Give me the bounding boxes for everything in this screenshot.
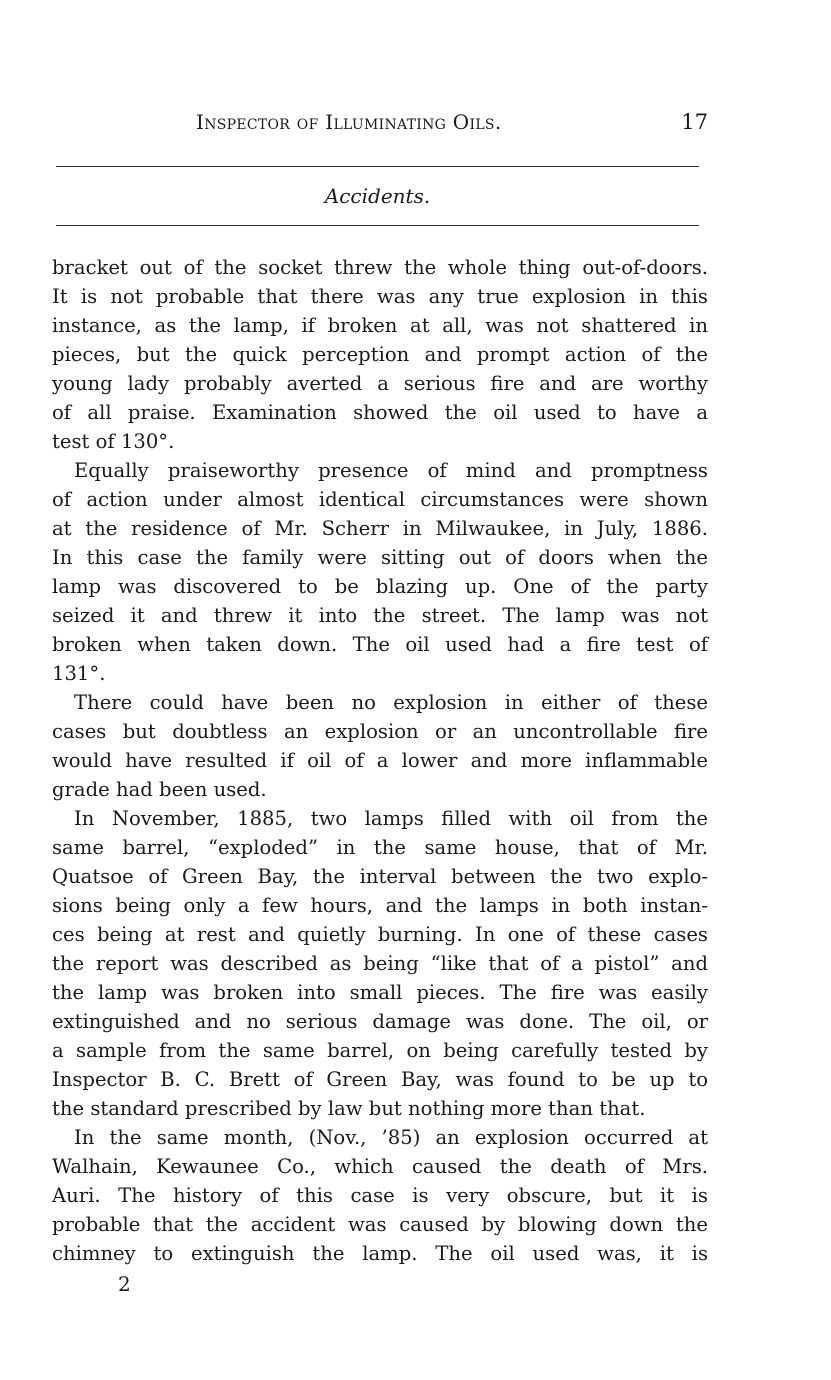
signature-mark: 2: [118, 1272, 131, 1296]
text-line: Walhain, Kewaunee Co., which caused the death of Mrs.: [52, 1155, 708, 1178]
text-line: at the residence of Mr. Scherr in Milwaukee, in July, 1886.: [52, 517, 708, 540]
page-number: 17: [681, 110, 708, 134]
text-line: 131°.: [52, 662, 106, 685]
text-line: There could have been no explosion in either of these: [74, 691, 708, 714]
text-line: would have resulted if oil of a lower and more inflammable: [52, 749, 708, 772]
text-line: pieces, but the quick perception and prompt action of the: [52, 343, 708, 366]
text-line: young lady probably averted a serious fire and are worthy: [52, 372, 708, 395]
text-line: chimney to extinguish the lamp. The oil used was, it is: [52, 1242, 708, 1265]
paragraph: [52, 253, 708, 456]
header-rule-top: [56, 166, 699, 167]
header-rule-bottom: [56, 225, 699, 226]
paragraph: [52, 1123, 708, 1268]
text-line: ces being at rest and quietly burning. In one of these cases: [52, 923, 708, 946]
paragraph: [52, 456, 708, 688]
text-line: sions being only a few hours, and the lamps in both instan-: [52, 894, 708, 917]
section-heading: Accidents.: [324, 184, 431, 208]
body-text: [52, 253, 708, 1268]
text-line: In this case the family were sitting out of doors when the: [52, 546, 708, 569]
text-line: Auri. The history of this case is very obscure, but it is: [52, 1184, 708, 1207]
paragraph: [52, 804, 708, 1123]
text-line: the lamp was broken into small pieces. The fire was easily: [52, 981, 708, 1004]
text-line: grade had been used.: [52, 778, 267, 801]
text-line: extinguished and no serious damage was done. The oil, or: [52, 1010, 708, 1033]
text-line: It is not probable that there was any true explosion in this: [52, 285, 708, 308]
text-line: the standard prescribed by law but nothing more than that.: [52, 1097, 646, 1120]
text-line: Quatsoe of Green Bay, the interval between the two explo-: [52, 865, 708, 888]
text-line: the report was described as being “like that of a pistol” and: [52, 952, 708, 975]
running-head: [56, 110, 708, 140]
text-line: of all praise. Examination showed the oil used to have a: [52, 401, 708, 424]
text-line: In the same month, (Nov., ’85) an explosion occurred at: [74, 1126, 708, 1149]
text-line: test of 130°.: [52, 430, 175, 453]
running-title: Inspector of Illuminating Oils.: [196, 110, 502, 134]
text-line: Inspector B. C. Brett of Green Bay, was found to be up to: [52, 1068, 708, 1091]
text-line: probable that the accident was caused by blowing down the: [52, 1213, 708, 1236]
text-line: instance, as the lamp, if broken at all, was not shattered in: [52, 314, 708, 337]
text-line: cases but doubtless an explosion or an uncontrollable fire: [52, 720, 708, 743]
paragraph: [52, 688, 708, 804]
text-line: of action under almost identical circumstances were shown: [52, 488, 708, 511]
text-line: In November, 1885, two lamps filled with oil from the: [74, 807, 708, 830]
text-line: Equally praiseworthy presence of mind and promptness: [74, 459, 708, 482]
text-line: a sample from the same barrel, on being carefully tested by: [52, 1039, 708, 1062]
text-line: seized it and threw it into the street. The lamp was not: [52, 604, 708, 627]
text-line: bracket out of the socket threw the whole thing out-of-doors.: [52, 256, 708, 279]
text-line: lamp was discovered to be blazing up. One of the party: [52, 575, 708, 598]
text-line: same barrel, “exploded” in the same house, that of Mr.: [52, 836, 708, 859]
text-line: broken when taken down. The oil used had a fire test of: [52, 633, 708, 656]
